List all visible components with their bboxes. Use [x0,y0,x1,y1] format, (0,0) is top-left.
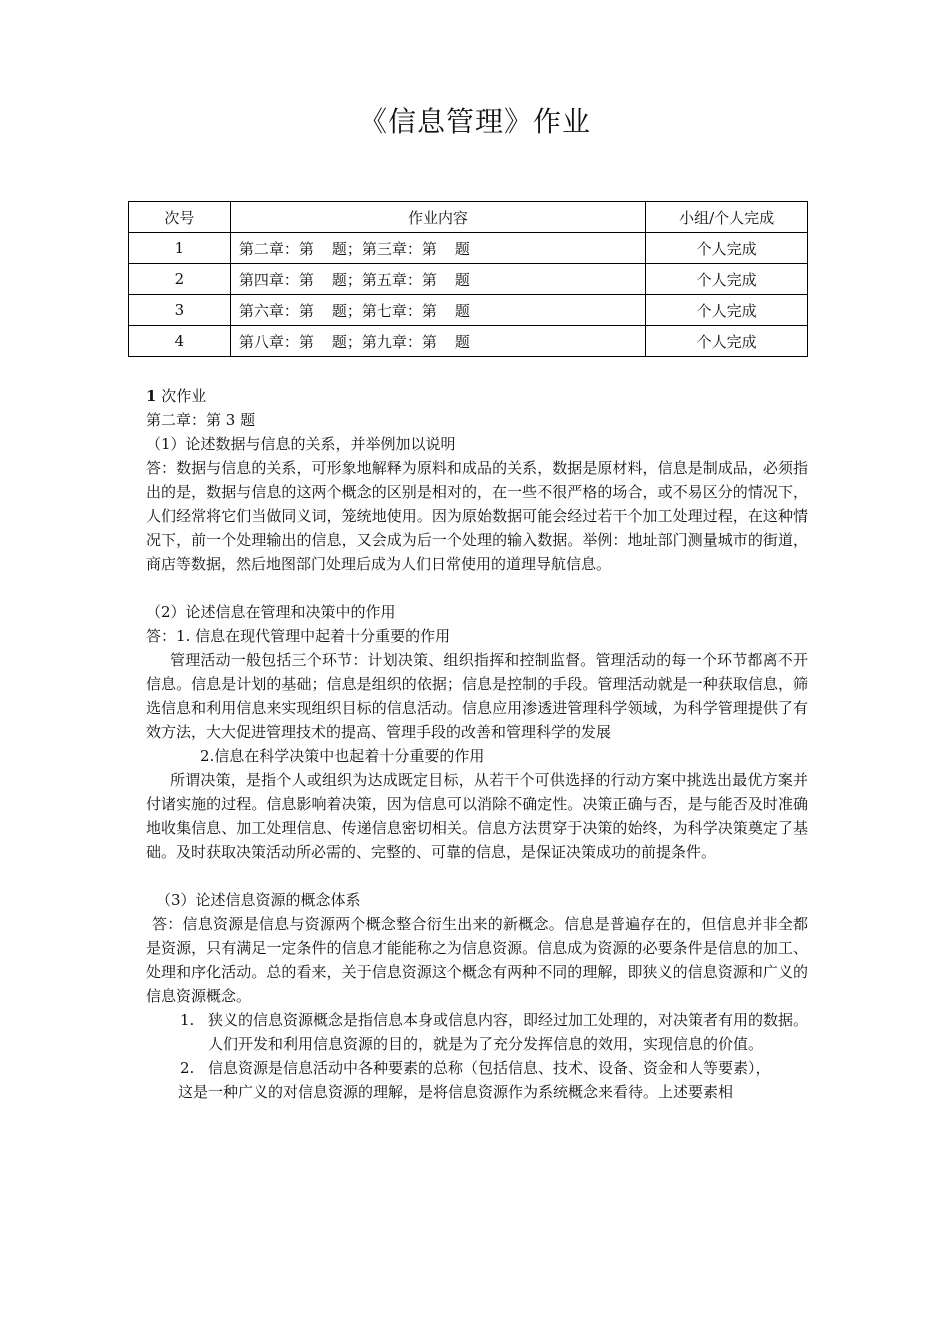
list-item [146,1008,808,1056]
assignment-heading [146,384,808,408]
answer-2-paragraph-2: 所谓决策，是指个人或组织为达成既定目标，从若干个可供选择的行动方案中挑选出最优方案并付诸实施的过程。信息影响着决策，因为信息可以消除不确定性。决策正确与否，是与能否及时准确地收集信息、加工处理信息、传递信息密切相关。信息方法贯穿于决策的始终，为科学决策奠定了基础。及时获取决策活动所必需的、完整的、可靠的信息，是保证决策成功的前提条件。 [146,771,808,861]
content-part-a: 第四章：第 [238,270,314,289]
content-part-c: 题 [454,301,470,320]
table-header-row [129,202,808,233]
document-body [146,384,808,1104]
list-item-text-first: 信息资源是信息活动中各种要素的总称（包括信息、技术、设备、资金和人等要素）， [208,1059,771,1077]
concept-list [146,1008,808,1104]
answer-1: 答：数据与信息的关系，可形象地解释为原料和成品的关系，数据是原材料，信息是制成品，必须指出的是，数据与信息的这两个概念的区别是相对的，在一些不很严格的场合，或不易区分的情况下，人们经常将它们当做同义词，笼统地使用。因为原始数据可能会经过若干个加工处理过程，在这种情况下，前一个处理输出的信息，又会成为后一个处理的输入数据。举例：地址部门测量城市的街道，商店等数据，然后地图部门处理后成为人们日常使用的道理导航信息。 [146,459,808,573]
answer-2-heading: 答：1. 信息在现代管理中起着十分重要的作用 [146,627,451,645]
content-part-b: 题；第三章：第 [331,239,437,258]
assignment-number: 1 [146,387,157,405]
header-cell-content: 作业内容 [230,202,645,233]
row-number: 2 [129,264,231,295]
row-content [230,326,645,357]
row-completion: 个人完成 [646,295,808,326]
row-content [230,233,645,264]
row-completion: 个人完成 [646,264,808,295]
header-cell-completion: 小组/个人完成 [646,202,808,233]
table-row [129,326,808,357]
content-part-a: 第八章：第 [238,332,314,351]
header-cell-number: 次号 [129,202,231,233]
list-item [146,1056,808,1104]
content-part-c: 题 [454,332,470,351]
content-part-c: 题 [454,239,470,258]
row-content [230,295,645,326]
list-marker: 2. [180,1059,195,1077]
content-part-a: 第六章：第 [238,301,314,320]
content-part-c: 题 [454,270,470,289]
row-number: 4 [129,326,231,357]
row-content [230,264,645,295]
row-completion: 个人完成 [646,233,808,264]
answer-2-heading-2: 2.信息在科学决策中也起着十分重要的作用 [200,747,485,765]
row-number: 3 [129,295,231,326]
list-item-text: 狭义的信息资源概念是指信息本身或信息内容，即经过加工处理的，对决策者有用的数据。人们开发和利用信息资源的目的，就是为了充分发挥信息的效用，实现信息的价值。 [208,1011,809,1053]
table-row [129,233,808,264]
question-1: （1）论述数据与信息的关系，并举例加以说明 [146,435,456,453]
table-row [129,295,808,326]
question-3: （3）论述信息资源的概念体系 [156,891,361,909]
row-number: 1 [129,233,231,264]
content-part-b: 题；第五章：第 [331,270,437,289]
document-title: 《信息管理》作业 [358,105,591,138]
list-marker: 1. [180,1011,195,1029]
chapter-heading: 第二章：第 3 题 [146,411,256,429]
answer-2-paragraph-1: 管理活动一般包括三个环节：计划决策、组织指挥和控制监督。管理活动的每一个环节都离不开信息。信息是计划的基础；信息是组织的依据；信息是控制的手段。管理活动就是一种获取信息，筛选信息和利用信息来实现组织目标的信息活动。信息应用渗透进管理科学领域，为科学管理提供了有效方法，大大促进管理技术的提高、管理手段的改善和管理科学的发展 [146,651,808,741]
answer-3: 答：信息资源是信息与资源两个概念整合衍生出来的新概念。信息是普遍存在的，但信息并非全都是资源，只有满足一定条件的信息才能能称之为信息资源。信息成为资源的必要条件是信息的加工、处理和序化活动。总的看来，关于信息资源这个概念有两种不同的理解，即狭义的信息资源和广义的信息资源概念。 [146,915,808,1005]
assignment-table [128,201,808,357]
row-completion: 个人完成 [646,326,808,357]
list-item-text-rest: 这是一种广义的对信息资源的理解，是将信息资源作为系统概念来看待。上述要素相 [178,1083,734,1101]
question-2: （2）论述信息在管理和决策中的作用 [146,603,396,621]
content-part-a: 第二章：第 [238,239,314,258]
assignment-label: 次作业 [161,387,207,405]
table-row [129,264,808,295]
content-part-b: 题；第九章：第 [331,332,437,351]
content-part-b: 题；第七章：第 [331,301,437,320]
